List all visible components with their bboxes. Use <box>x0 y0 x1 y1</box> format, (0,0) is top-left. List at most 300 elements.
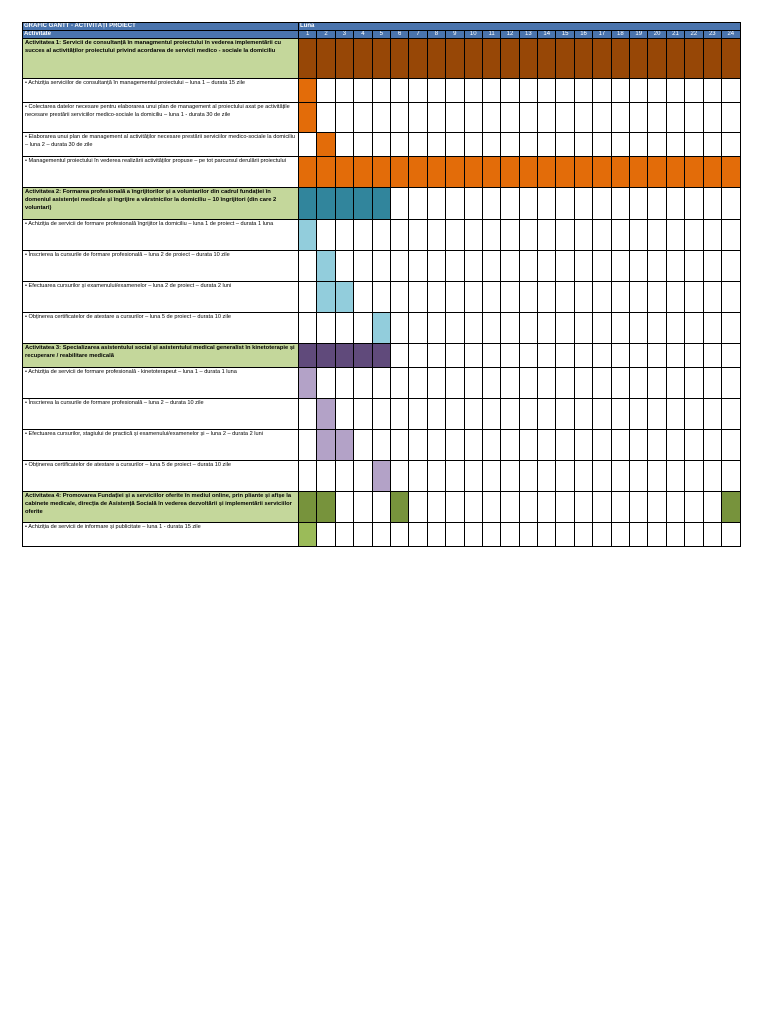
month-cell <box>335 368 353 399</box>
month-cell <box>556 103 574 133</box>
task-row <box>23 399 741 430</box>
month-header-cell: 19 <box>630 31 648 39</box>
month-cell <box>593 344 611 368</box>
month-cell <box>685 368 703 399</box>
gantt-bar-cell <box>299 157 317 188</box>
month-cell <box>446 368 464 399</box>
month-header-cell: 8 <box>427 31 445 39</box>
month-cell <box>354 313 372 344</box>
month-cell <box>519 188 537 220</box>
month-cell <box>611 133 629 157</box>
month-cell <box>538 133 556 157</box>
month-cell <box>574 313 592 344</box>
month-cell <box>556 344 574 368</box>
gantt-bar-cell <box>464 157 482 188</box>
month-cell <box>556 282 574 313</box>
month-header-cell: 13 <box>519 31 537 39</box>
month-cell <box>721 282 740 313</box>
gantt-bar-cell <box>593 39 611 79</box>
activity-row <box>23 492 741 523</box>
month-cell <box>427 79 445 103</box>
month-cell <box>519 251 537 282</box>
month-cell <box>409 103 427 133</box>
month-header-cell: 4 <box>354 31 372 39</box>
month-cell <box>501 103 519 133</box>
month-cell <box>409 282 427 313</box>
month-cell <box>593 399 611 430</box>
gantt-bar-cell <box>666 39 684 79</box>
month-header-cell: 24 <box>721 31 740 39</box>
month-cell <box>446 251 464 282</box>
month-cell <box>446 188 464 220</box>
month-cell <box>630 344 648 368</box>
month-cell <box>335 461 353 492</box>
month-cell <box>464 368 482 399</box>
month-cell <box>446 282 464 313</box>
month-cell <box>703 133 721 157</box>
month-cell <box>482 313 500 344</box>
month-cell <box>501 461 519 492</box>
month-cell <box>703 313 721 344</box>
task-description: • Obținerea certificatelor de atestare a cursurilor – luna 5 de proiect – durata 10 zile <box>23 461 299 492</box>
month-header-cell: 23 <box>703 31 721 39</box>
month-cell <box>317 79 335 103</box>
month-cell <box>446 313 464 344</box>
gantt-bar-cell <box>648 157 666 188</box>
month-cell <box>630 79 648 103</box>
gantt-bar-cell <box>390 492 408 523</box>
month-cell <box>703 492 721 523</box>
month-cell <box>574 492 592 523</box>
month-cell <box>574 461 592 492</box>
month-cell <box>593 282 611 313</box>
gantt-bar-cell <box>519 39 537 79</box>
gantt-bar-cell <box>299 79 317 103</box>
month-cell <box>630 188 648 220</box>
task-row <box>23 79 741 103</box>
month-header-cell: 22 <box>685 31 703 39</box>
gantt-bar-cell <box>299 523 317 547</box>
month-header-cell: 14 <box>538 31 556 39</box>
month-cell <box>574 188 592 220</box>
month-cell <box>501 79 519 103</box>
month-cell <box>721 430 740 461</box>
month-cell <box>372 220 390 251</box>
month-cell <box>574 523 592 547</box>
month-cell <box>721 523 740 547</box>
gantt-bar-cell <box>335 282 353 313</box>
activity-row <box>23 344 741 368</box>
month-cell <box>593 523 611 547</box>
month-cell <box>538 313 556 344</box>
month-cell <box>519 133 537 157</box>
month-cell <box>335 251 353 282</box>
month-cell <box>501 368 519 399</box>
month-cell <box>519 430 537 461</box>
task-row <box>23 368 741 399</box>
month-cell <box>501 282 519 313</box>
gantt-bar-cell <box>317 430 335 461</box>
month-header-cell: 18 <box>611 31 629 39</box>
month-cell <box>703 368 721 399</box>
task-row <box>23 282 741 313</box>
month-cell <box>630 430 648 461</box>
task-description: • Elaborarea unui plan de management al activităților necesare prestării serviciilor medico-sociale la domiciliu – luna 2 – durata 30 de zile <box>23 133 299 157</box>
gantt-bar-cell <box>427 157 445 188</box>
month-cell <box>390 344 408 368</box>
gantt-bar-cell <box>556 157 574 188</box>
month-cell <box>409 188 427 220</box>
month-cell <box>390 79 408 103</box>
month-cell <box>666 79 684 103</box>
month-cell <box>482 103 500 133</box>
month-cell <box>335 103 353 133</box>
month-cell <box>574 344 592 368</box>
month-cell <box>390 188 408 220</box>
month-cell <box>354 523 372 547</box>
month-cell <box>611 188 629 220</box>
month-cell <box>519 368 537 399</box>
month-cell <box>317 103 335 133</box>
month-cell <box>390 399 408 430</box>
month-cell <box>519 523 537 547</box>
gantt-bar-cell <box>299 344 317 368</box>
gantt-bar-cell <box>317 133 335 157</box>
month-header-cell: 11 <box>482 31 500 39</box>
month-cell <box>464 282 482 313</box>
month-cell <box>299 430 317 461</box>
month-cell <box>630 523 648 547</box>
month-cell <box>666 430 684 461</box>
month-cell <box>556 523 574 547</box>
month-cell <box>685 492 703 523</box>
month-cell <box>611 461 629 492</box>
month-cell <box>482 523 500 547</box>
month-cell <box>390 133 408 157</box>
month-cell <box>482 220 500 251</box>
month-cell <box>611 220 629 251</box>
month-cell <box>648 313 666 344</box>
gantt-bar-cell <box>372 39 390 79</box>
task-description: • Înscrierea la cursurile de formare profesională – luna 2 de proiect – durata 10 zile <box>23 251 299 282</box>
month-cell <box>538 251 556 282</box>
month-cell <box>501 188 519 220</box>
month-header-cell: 7 <box>409 31 427 39</box>
month-cell <box>446 430 464 461</box>
gantt-bar-cell <box>721 492 740 523</box>
gantt-title-row <box>23 23 741 31</box>
month-cell <box>482 251 500 282</box>
task-row <box>23 133 741 157</box>
gantt-bar-cell <box>335 430 353 461</box>
month-cell <box>538 368 556 399</box>
month-header-cell: 1 <box>299 31 317 39</box>
month-cell <box>574 399 592 430</box>
month-cell <box>593 251 611 282</box>
month-cell <box>501 523 519 547</box>
month-cell <box>335 133 353 157</box>
task-row <box>23 220 741 251</box>
month-cell <box>538 188 556 220</box>
month-cell <box>630 282 648 313</box>
month-cell <box>354 133 372 157</box>
month-cell <box>501 313 519 344</box>
month-cell <box>372 79 390 103</box>
gantt-bar-cell <box>482 157 500 188</box>
month-cell <box>299 251 317 282</box>
month-cell <box>519 220 537 251</box>
month-cell <box>556 188 574 220</box>
month-cell <box>685 103 703 133</box>
gantt-bar-cell <box>299 39 317 79</box>
month-cell <box>685 461 703 492</box>
month-cell <box>482 188 500 220</box>
month-cell <box>427 492 445 523</box>
month-cell <box>446 103 464 133</box>
month-cell <box>648 133 666 157</box>
gantt-bar-cell <box>299 368 317 399</box>
month-cell <box>721 133 740 157</box>
month-cell <box>317 523 335 547</box>
month-cell <box>666 103 684 133</box>
month-cell <box>703 430 721 461</box>
month-cell <box>666 133 684 157</box>
month-cell <box>593 313 611 344</box>
task-description: • Achiziția de servicii de informare și publicitate – luna 1 - durata 15 zile <box>23 523 299 547</box>
month-cell <box>611 103 629 133</box>
month-cell <box>666 251 684 282</box>
month-cell <box>354 282 372 313</box>
month-cell <box>501 133 519 157</box>
month-cell <box>721 344 740 368</box>
month-cell <box>372 251 390 282</box>
month-cell <box>611 251 629 282</box>
gantt-bar-cell <box>721 39 740 79</box>
month-cell <box>335 399 353 430</box>
month-cell <box>685 188 703 220</box>
month-cell <box>703 282 721 313</box>
month-cell <box>611 368 629 399</box>
gantt-bar-cell <box>299 492 317 523</box>
month-cell <box>574 368 592 399</box>
month-cell <box>703 251 721 282</box>
month-cell <box>666 399 684 430</box>
month-cell <box>721 461 740 492</box>
task-description: • Managementul proiectului în vederea realizării activităților propuse – pe tot parcursul derulării proiectului <box>23 157 299 188</box>
month-cell <box>538 523 556 547</box>
month-cell <box>630 251 648 282</box>
month-cell <box>427 188 445 220</box>
month-cell <box>464 103 482 133</box>
month-cell <box>372 523 390 547</box>
month-cell <box>556 313 574 344</box>
month-cell <box>519 492 537 523</box>
month-cell <box>593 461 611 492</box>
month-cell <box>427 368 445 399</box>
gantt-bar-cell <box>299 220 317 251</box>
month-cell <box>427 313 445 344</box>
month-cell <box>519 461 537 492</box>
gantt-bar-cell <box>317 251 335 282</box>
month-cell <box>354 251 372 282</box>
activity-title: Activitatea 3: Specializarea asistentului social și asistentului medical generalist în kinetoterapie și recuperare / reabilitare medicală <box>23 344 299 368</box>
month-cell <box>501 399 519 430</box>
month-cell <box>685 251 703 282</box>
month-cell <box>427 344 445 368</box>
month-cell <box>519 344 537 368</box>
month-cell <box>574 251 592 282</box>
month-cell <box>446 399 464 430</box>
task-description: • Înscrierea la cursurile de formare profesională – luna 2 – durata 10 zile <box>23 399 299 430</box>
activity-title: Activitatea 4: Promovarea Fundației și a serviciilor oferite în mediul online, prin pliante și afișe la cabinete medicale, direcția de Asistență Socială în vederea dezvoltării și implementării serviciilor oferite <box>23 492 299 523</box>
gantt-bar-cell <box>666 157 684 188</box>
month-cell <box>538 79 556 103</box>
month-cell <box>666 368 684 399</box>
gantt-bar-cell <box>519 157 537 188</box>
month-cell <box>538 430 556 461</box>
month-cell <box>501 492 519 523</box>
month-cell <box>519 399 537 430</box>
month-cell <box>519 79 537 103</box>
month-cell <box>482 461 500 492</box>
month-cell <box>409 492 427 523</box>
activity-row <box>23 39 741 79</box>
month-cell <box>354 399 372 430</box>
month-cell <box>648 282 666 313</box>
month-cell <box>703 79 721 103</box>
month-header-cell: 5 <box>372 31 390 39</box>
gantt-bar-cell <box>501 39 519 79</box>
month-cell <box>648 461 666 492</box>
gantt-bar-cell <box>354 39 372 79</box>
month-cell <box>666 313 684 344</box>
gantt-bar-cell <box>317 344 335 368</box>
month-cell <box>721 103 740 133</box>
gantt-bar-cell <box>538 157 556 188</box>
gantt-bar-cell <box>482 39 500 79</box>
month-cell <box>464 133 482 157</box>
month-cell <box>703 103 721 133</box>
month-cell <box>556 79 574 103</box>
month-cell <box>390 313 408 344</box>
month-cell <box>317 368 335 399</box>
gantt-bar-cell <box>648 39 666 79</box>
month-cell <box>574 133 592 157</box>
month-cell <box>390 220 408 251</box>
month-cell <box>427 523 445 547</box>
luna-header: Luna <box>299 23 741 31</box>
month-cell <box>390 430 408 461</box>
month-cell <box>335 79 353 103</box>
month-cell <box>409 430 427 461</box>
task-row <box>23 430 741 461</box>
task-description: • Colectarea datelor necesare pentru elaborarea unui plan de management al proiectului axat pe activitățile necesare prestării serviciilor medico-sociale la domiciliu – luna 1 - durata 30 de zile <box>23 103 299 133</box>
gantt-bar-cell <box>611 39 629 79</box>
month-cell <box>446 133 464 157</box>
month-cell <box>299 313 317 344</box>
month-cell <box>593 220 611 251</box>
month-cell <box>648 344 666 368</box>
month-cell <box>648 492 666 523</box>
month-cell <box>427 220 445 251</box>
month-header-cell: 17 <box>593 31 611 39</box>
month-cell <box>409 399 427 430</box>
month-cell <box>648 430 666 461</box>
month-cell <box>464 461 482 492</box>
month-header-cell: 6 <box>390 31 408 39</box>
gantt-bar-cell <box>501 157 519 188</box>
month-cell <box>703 461 721 492</box>
month-cell <box>409 251 427 282</box>
gantt-bar-cell <box>354 344 372 368</box>
month-cell <box>482 282 500 313</box>
task-description: • Achiziția de servicii de formare profesională - kinetoterapeut – luna 1 – durata 1 luna <box>23 368 299 399</box>
month-cell <box>630 103 648 133</box>
month-cell <box>482 79 500 103</box>
month-header-cell: 3 <box>335 31 353 39</box>
month-cell <box>666 492 684 523</box>
month-cell <box>409 220 427 251</box>
month-cell <box>630 368 648 399</box>
month-cell <box>409 133 427 157</box>
month-cell <box>648 399 666 430</box>
month-cell <box>464 79 482 103</box>
gantt-bar-cell <box>574 157 592 188</box>
month-cell <box>703 188 721 220</box>
month-cell <box>372 430 390 461</box>
month-cell <box>409 461 427 492</box>
month-cell <box>446 344 464 368</box>
month-cell <box>482 430 500 461</box>
task-row <box>23 313 741 344</box>
month-cell <box>464 399 482 430</box>
gantt-bar-cell <box>372 157 390 188</box>
month-cell <box>666 282 684 313</box>
task-description: • Obținerea certificatelor de atestare a cursurilor – luna 5 de proiect – durata 10 zile <box>23 313 299 344</box>
gantt-bar-cell <box>685 39 703 79</box>
month-cell <box>666 344 684 368</box>
gantt-bar-cell <box>354 157 372 188</box>
month-cell <box>299 461 317 492</box>
gantt-bar-cell <box>630 157 648 188</box>
month-cell <box>427 103 445 133</box>
gantt-bar-cell <box>703 39 721 79</box>
activity-column-header: Activitate <box>23 31 299 39</box>
month-cell <box>409 313 427 344</box>
month-cell <box>630 492 648 523</box>
month-cell <box>390 103 408 133</box>
month-cell <box>390 368 408 399</box>
month-cell <box>409 344 427 368</box>
task-description: • Efectuarea cursurilor și examenului/examenelor – luna 2 de proiect – durata 2 luni <box>23 282 299 313</box>
month-cell <box>648 103 666 133</box>
month-cell <box>501 220 519 251</box>
gantt-bar-cell <box>335 157 353 188</box>
month-cell <box>482 133 500 157</box>
gantt-bar-cell <box>299 103 317 133</box>
month-header-cell: 20 <box>648 31 666 39</box>
month-cell <box>519 282 537 313</box>
month-cell <box>611 282 629 313</box>
gantt-bar-cell <box>317 39 335 79</box>
month-header-row <box>23 31 741 39</box>
month-cell <box>721 399 740 430</box>
month-cell <box>593 133 611 157</box>
month-cell <box>482 399 500 430</box>
month-cell <box>556 251 574 282</box>
month-cell <box>648 79 666 103</box>
gantt-bar-cell <box>630 39 648 79</box>
